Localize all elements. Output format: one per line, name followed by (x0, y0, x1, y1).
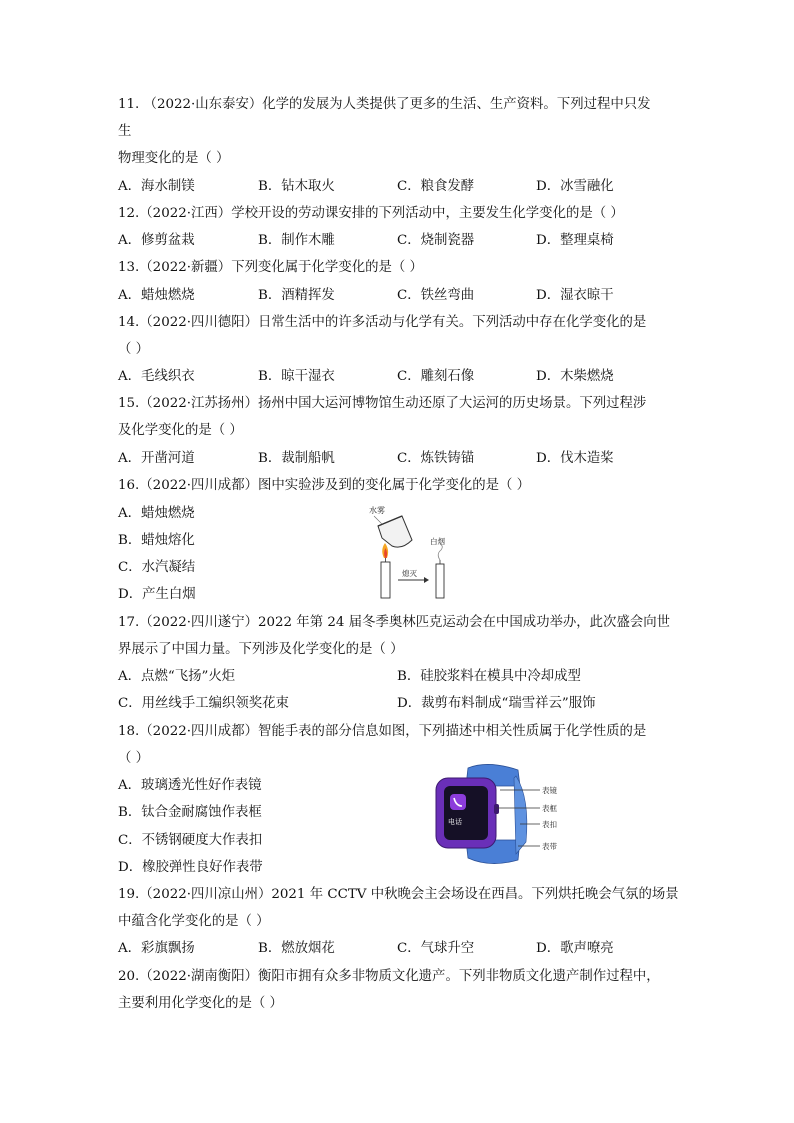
watch-screen-text: 电话 (448, 819, 462, 826)
q11-option-a[interactable]: A．海水制镁 (118, 179, 195, 194)
figure-label-white-smoke: 白烟 (430, 537, 445, 546)
q12-option-d[interactable]: D．整理桌椅 (536, 233, 614, 248)
q18-option-b[interactable]: B．钛合金耐腐蚀作表框 (118, 805, 262, 820)
q14-stem-line1: 14.（2022·四川德阳）日常生活中的许多活动与化学有关。下列活动中存在化学变化的是 (118, 315, 647, 330)
q19-stem-line1: 19.（2022·四川凉山州）2021 年 CCTV 中秋晚会主会场设在西昌。下列烘托晚会气氛的场景 (118, 887, 679, 902)
q11-stem-line1: 11. （2022·山东泰安）化学的发展为人类提供了更多的生活、生产资料。下列过程中只发 (118, 97, 651, 112)
q18-option-d[interactable]: D．橡胶弹性良好作表带 (118, 860, 263, 875)
q20-stem-line1: 20.（2022·湖南衡阳）衡阳市拥有众多非物质文化遗产。下列非物质文化遗产制作过程中， (118, 969, 660, 984)
q11-option-b[interactable]: B．钻木取火 (258, 179, 335, 194)
q15-option-c[interactable]: C．炼铁铸锚 (397, 451, 475, 466)
q11-stem-line3: 物理变化的是（ ） (118, 151, 230, 166)
q16-option-d[interactable]: D．产生白烟 (118, 587, 196, 602)
beaker-icon (378, 516, 412, 547)
q12-option-c[interactable]: C．烧制瓷器 (397, 233, 475, 248)
q15-stem-line1: 15.（2022·江苏扬州）扬州中国大运河博物馆生动还原了大运河的历史场景。下列过程涉 (118, 396, 647, 411)
figure-label-watch-frame: 表框 (542, 804, 557, 813)
q18-stem-line1: 18.（2022·四川成都）智能手表的部分信息如图，下列描述中相关性质属于化学性质的是 (118, 724, 647, 739)
q11-option-c[interactable]: C．粮食发酵 (397, 179, 475, 194)
q18-option-c[interactable]: C．不锈钢硬度大作表扣 (118, 833, 263, 848)
q13-stem-line1: 13.（2022·新疆）下列变化属于化学变化的是（ ） (118, 260, 423, 275)
q15-stem-line2: 及化学变化的是（ ） (118, 423, 243, 438)
smart-watch-figure (428, 758, 578, 868)
q19-option-b[interactable]: B．燃放烟花 (258, 941, 335, 956)
q14-stem-line2: （ ） (118, 342, 150, 357)
q18-option-a[interactable]: A．玻璃透光性好作表镜 (118, 778, 262, 793)
q19-option-d[interactable]: D．歌声嘹亮 (536, 941, 614, 956)
figure-label-watch-buckle: 表扣 (542, 820, 557, 829)
q16-option-c[interactable]: C．水汽凝结 (118, 560, 196, 575)
q16-stem-line1: 16.（2022·四川成都）图中实验涉及到的变化属于化学变化的是（ ） (118, 478, 531, 493)
q18-stem-line2: （ ） (118, 751, 150, 766)
q13-option-d[interactable]: D．湿衣晾干 (536, 288, 614, 303)
q17-option-a[interactable]: A．点燃“飞扬”火炬 (118, 669, 236, 684)
figure-label-watch-strap: 表带 (542, 842, 557, 851)
q17-option-d[interactable]: D．裁剪布料制成“瑞雪祥云”服饰 (397, 696, 596, 711)
q12-stem-line1: 12.（2022·江西）学校开设的劳动课安排的下列活动中，主要发生化学变化的是（ ） (118, 206, 624, 221)
q13-option-a[interactable]: A．蜡烛燃烧 (118, 288, 195, 303)
q17-stem-line1: 17.（2022·四川遂宁）2022 年第 24 届冬季奥林匹克运动会在中国成功举办，此次盛会向世 (118, 615, 671, 630)
extinguished-candle-icon (436, 544, 444, 598)
q12-option-b[interactable]: B．制作木雕 (258, 233, 335, 248)
q16-option-a[interactable]: A．蜡烛燃烧 (118, 506, 195, 521)
q12-option-a[interactable]: A．修剪盆栽 (118, 233, 195, 248)
figure-label-water-mist: 水雾 (369, 506, 385, 515)
q15-option-d[interactable]: D．伐木造桨 (536, 451, 614, 466)
q14-option-a[interactable]: A．毛线织衣 (118, 369, 195, 384)
q17-option-b[interactable]: B．硅胶浆料在模具中冷却成型 (397, 669, 581, 684)
q15-option-b[interactable]: B．裁制船帆 (258, 451, 335, 466)
q15-option-a[interactable]: A．开凿河道 (118, 451, 195, 466)
q14-option-c[interactable]: C．雕刻石像 (397, 369, 475, 384)
q11-option-d[interactable]: D．冰雪融化 (536, 179, 614, 194)
q14-option-d[interactable]: D．木柴燃烧 (536, 369, 614, 384)
q14-option-b[interactable]: B．晾干湿衣 (258, 369, 335, 384)
burning-candle-icon (381, 543, 390, 598)
smart-watch-icon (436, 764, 527, 863)
q20-stem-line2: 主要利用化学变化的是（ ） (118, 996, 283, 1011)
figure-label-extinguish: 熄灭 (402, 569, 417, 578)
q13-option-b[interactable]: B．酒精挥发 (258, 288, 335, 303)
q17-option-c[interactable]: C．用丝线手工编织领奖花束 (118, 696, 289, 711)
q11-stem-line2: 生 (118, 124, 132, 139)
figure-label-watch-glass: 表镜 (542, 786, 557, 795)
q19-stem-line2: 中蕴含化学变化的是（ ） (118, 914, 270, 929)
q19-option-a[interactable]: A．彩旗飘扬 (118, 941, 195, 956)
q16-option-b[interactable]: B．蜡烛熔化 (118, 533, 195, 548)
q13-option-c[interactable]: C．铁丝弯曲 (397, 288, 475, 303)
q19-option-c[interactable]: C．气球升空 (397, 941, 475, 956)
candle-experiment-figure (362, 500, 472, 610)
q17-stem-line2: 界展示了中国力量。下列涉及化学变化的是（ ） (118, 642, 404, 657)
